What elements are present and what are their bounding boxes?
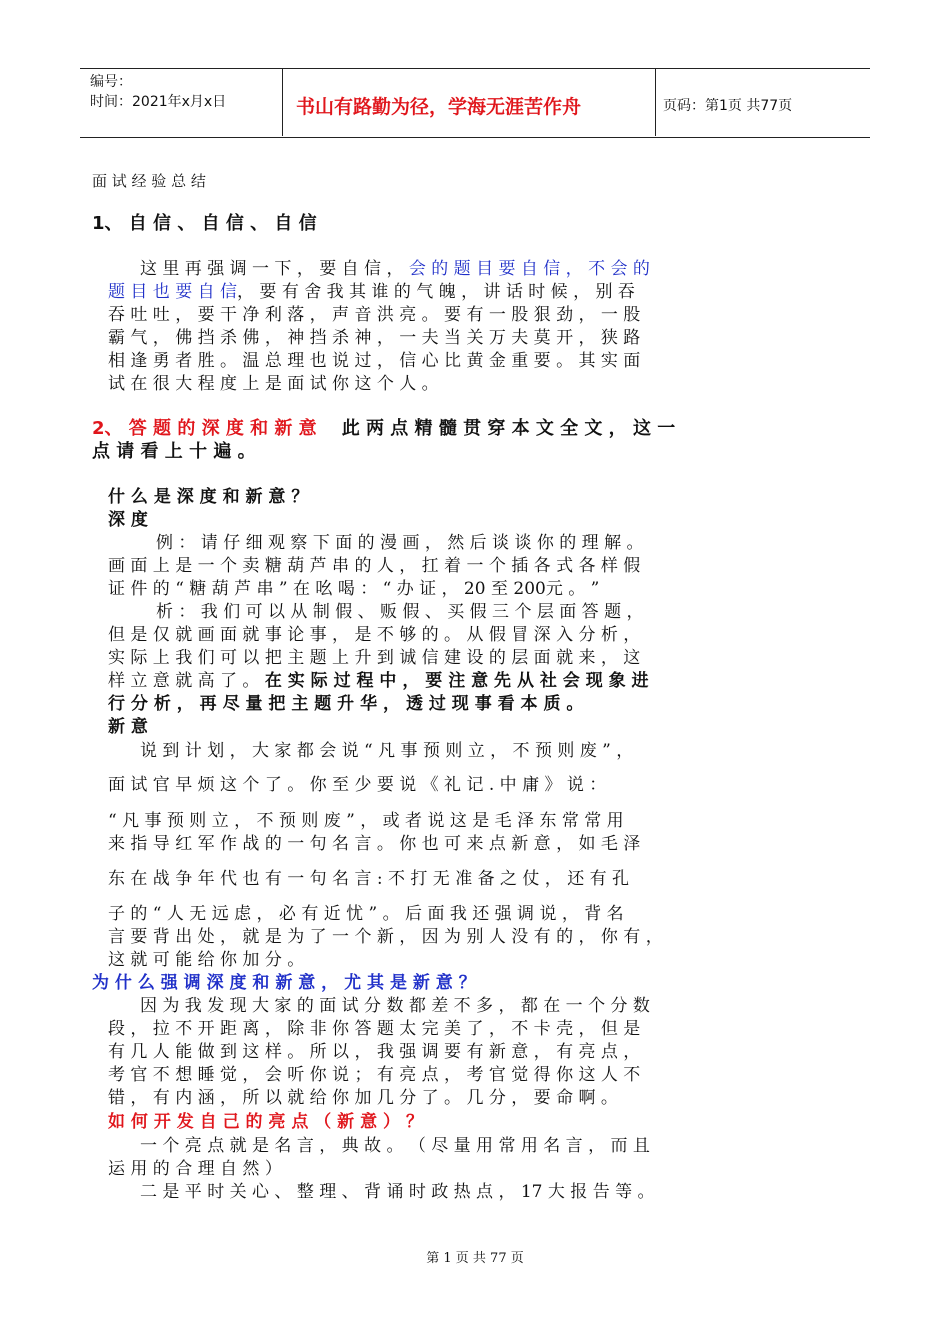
- new-line: 面 试 官 早 烦 这 个 了 。 你 至 少 要 说 《 礼 记 . 中 庸 》 说 ：: [108, 775, 607, 795]
- depth-line-bold: 行 分 析 ， 再 尽 量 把 主 题 升 华 ， 透 过 现 事 看 本 质 。: [108, 694, 584, 714]
- section1-line: 试 在 很 大 程 度 上 是 面 试 你 这 个 人 。: [108, 374, 439, 394]
- how-line: 二 是 平 时 关 心 、 整 理 、 背 诵 时 政 热 点 ， 17 大 报 告 等 。: [140, 1182, 655, 1202]
- why-line: 因 为 我 发 现 大 家 的 面 试 分 数 都 差 不 多 ， 都 在 一 个 分 数: [140, 996, 650, 1016]
- depth-line: 画 面 上 是 一 个 卖 糖 葫 芦 串 的 人 ， 扛 着 一 个 插 各 式 各 样 假: [108, 556, 641, 576]
- section1-line: 吞 吐 吐 ， 要 干 净 利 落 ， 声 音 洪 亮 。 要 有 一 股 狠 劲 ， 一 股: [108, 305, 641, 325]
- new-line: 子 的 “ 人 无 远 虑 ， 必 有 近 忧 ” 。 后 面 我 还 强 调 说 ， 背 名: [108, 904, 624, 924]
- why-line: 考 官 不 想 睡 觉 ， 会 听 你 说 ； 有 亮 点 ， 考 官 觉 得 你 这 人 不: [108, 1065, 641, 1085]
- new-line: 东 在 战 争 年 代 也 有 一 句 名 言 : 不 打 无 准 备 之 仗 ， 还 有 孔: [108, 869, 630, 889]
- question-what: 什 么 是 深 度 和 新 意 ？: [108, 487, 309, 507]
- page-footer: 第 1 页 共 77 页: [426, 1251, 524, 1266]
- new-line: 说 到 计 划 ， 大 家 都 会 说 “ 凡 事 预 则 立 ， 不 预 则 废 ” ，: [140, 741, 634, 761]
- question-how: 如 何 开 发 自 己 的 亮 点 （ 新 意 ） ？: [108, 1112, 423, 1132]
- section1-line: 相 逢 勇 者 胜 。 温 总 理 也 说 过 ， 信 心 比 黄 金 重 要 。 其 实 面: [108, 351, 641, 371]
- why-line: 段 ， 拉 不 开 距 离 ， 除 非 你 答 题 太 完 美 了 ， 不 卡 壳 ， 但 是: [108, 1019, 641, 1039]
- new-line: 言 要 背 出 处 ， 就 是 为 了 一 个 新 ， 因 为 别 人 没 有 的 ， 你 有 ，: [108, 927, 663, 947]
- header-divider: [655, 68, 656, 136]
- new-line: 来 指 导 红 军 作 战 的 一 句 名 言 。 你 也 可 来 点 新 意 ， 如 毛 泽: [108, 834, 641, 854]
- new-line: 这 就 可 能 给 你 加 分 。: [108, 950, 305, 970]
- question-why: 为 什 么 强 调 深 度 和 新 意 ， 尤 其 是 新 意 ？: [92, 973, 476, 993]
- depth-line: 样 立 意 就 高 了 。 在 实 际 过 程 中 ， 要 注 意 先 从 社 会 现 象 进: [108, 671, 649, 691]
- how-line: 运 用 的 合 理 自 然 ）: [108, 1159, 282, 1179]
- how-line: 一 个 亮 点 就 是 名 言 ， 典 故 。 （ 尽 量 用 常 用 名 言 ， 而 且: [140, 1136, 650, 1156]
- header-divider: [282, 68, 283, 136]
- subheading-depth: 深 度: [108, 510, 148, 530]
- section2-heading: 2、 答 题 的 深 度 和 新 意 此 两 点 精 髓 贯 穿 本 文 全 文 ， 这 一: [92, 418, 676, 439]
- section1-heading: 1、 自 信 、 自 信 、 自 信: [92, 213, 317, 234]
- doc-title: 面 试 经 验 总 结: [92, 172, 206, 190]
- depth-line: 例 ： 请 仔 细 观 察 下 面 的 漫 画 ， 然 后 谈 谈 你 的 理 解 。: [156, 533, 644, 553]
- depth-line: 实 际 上 我 们 可 以 把 主 题 上 升 到 诚 信 建 设 的 层 面 就 来 ， 这: [108, 648, 641, 668]
- depth-line: 但 是 仅 就 画 面 就 事 论 事 ， 是 不 够 的 。 从 假 冒 深 入 分 析 ，: [108, 625, 641, 645]
- header-motto: 书山有路勤为径，学海无涯苦作舟: [296, 96, 582, 118]
- why-line: 错 ， 有 内 涵 ， 所 以 就 给 你 加 几 分 了 。 几 分 ， 要 命 啊 。: [108, 1088, 618, 1108]
- depth-line: 证 件 的 “ 糖 葫 芦 串 ” 在 吆 喝 ： “ 办 证 ， 20 至 200元 。 ”: [108, 579, 600, 599]
- section1-line: 霸 气 ， 佛 挡 杀 佛 ， 神 挡 杀 神 ， 一 夫 当 关 万 夫 莫 开 ， 狭 路: [108, 328, 641, 348]
- section1-line: 这 里 再 强 调 一 下 ， 要 自 信 ， 会 的 题 目 要 自 信 ， 不 会 的: [140, 259, 650, 279]
- why-line: 有 几 人 能 做 到 这 样 。 所 以 ， 我 强 调 要 有 新 意 ， 有 亮 点 ，: [108, 1042, 641, 1062]
- header-page-code: 页码：第1页 共77页: [663, 98, 793, 114]
- section2-heading-line2: 点 请 看 上 十 遍 。: [92, 441, 256, 462]
- subheading-new: 新 意: [108, 717, 148, 737]
- header-number-label: 编号：: [90, 74, 132, 90]
- section1-line: 题 目 也 要 自 信， 要 有 舍 我 其 谁 的 气 魄 ， 讲 话 时 候 ， 别 吞: [108, 282, 635, 302]
- depth-line: 析 ： 我 们 可 以 从 制 假 、 贩 假 、 买 假 三 个 层 面 答 题 ，: [156, 602, 644, 622]
- header-time-label: 时间：2021年x月x日: [90, 94, 227, 110]
- new-line: “ 凡 事 预 则 立 ， 不 预 则 废 ” ， 或 者 说 这 是 毛 泽 东 常 常 用: [108, 811, 624, 831]
